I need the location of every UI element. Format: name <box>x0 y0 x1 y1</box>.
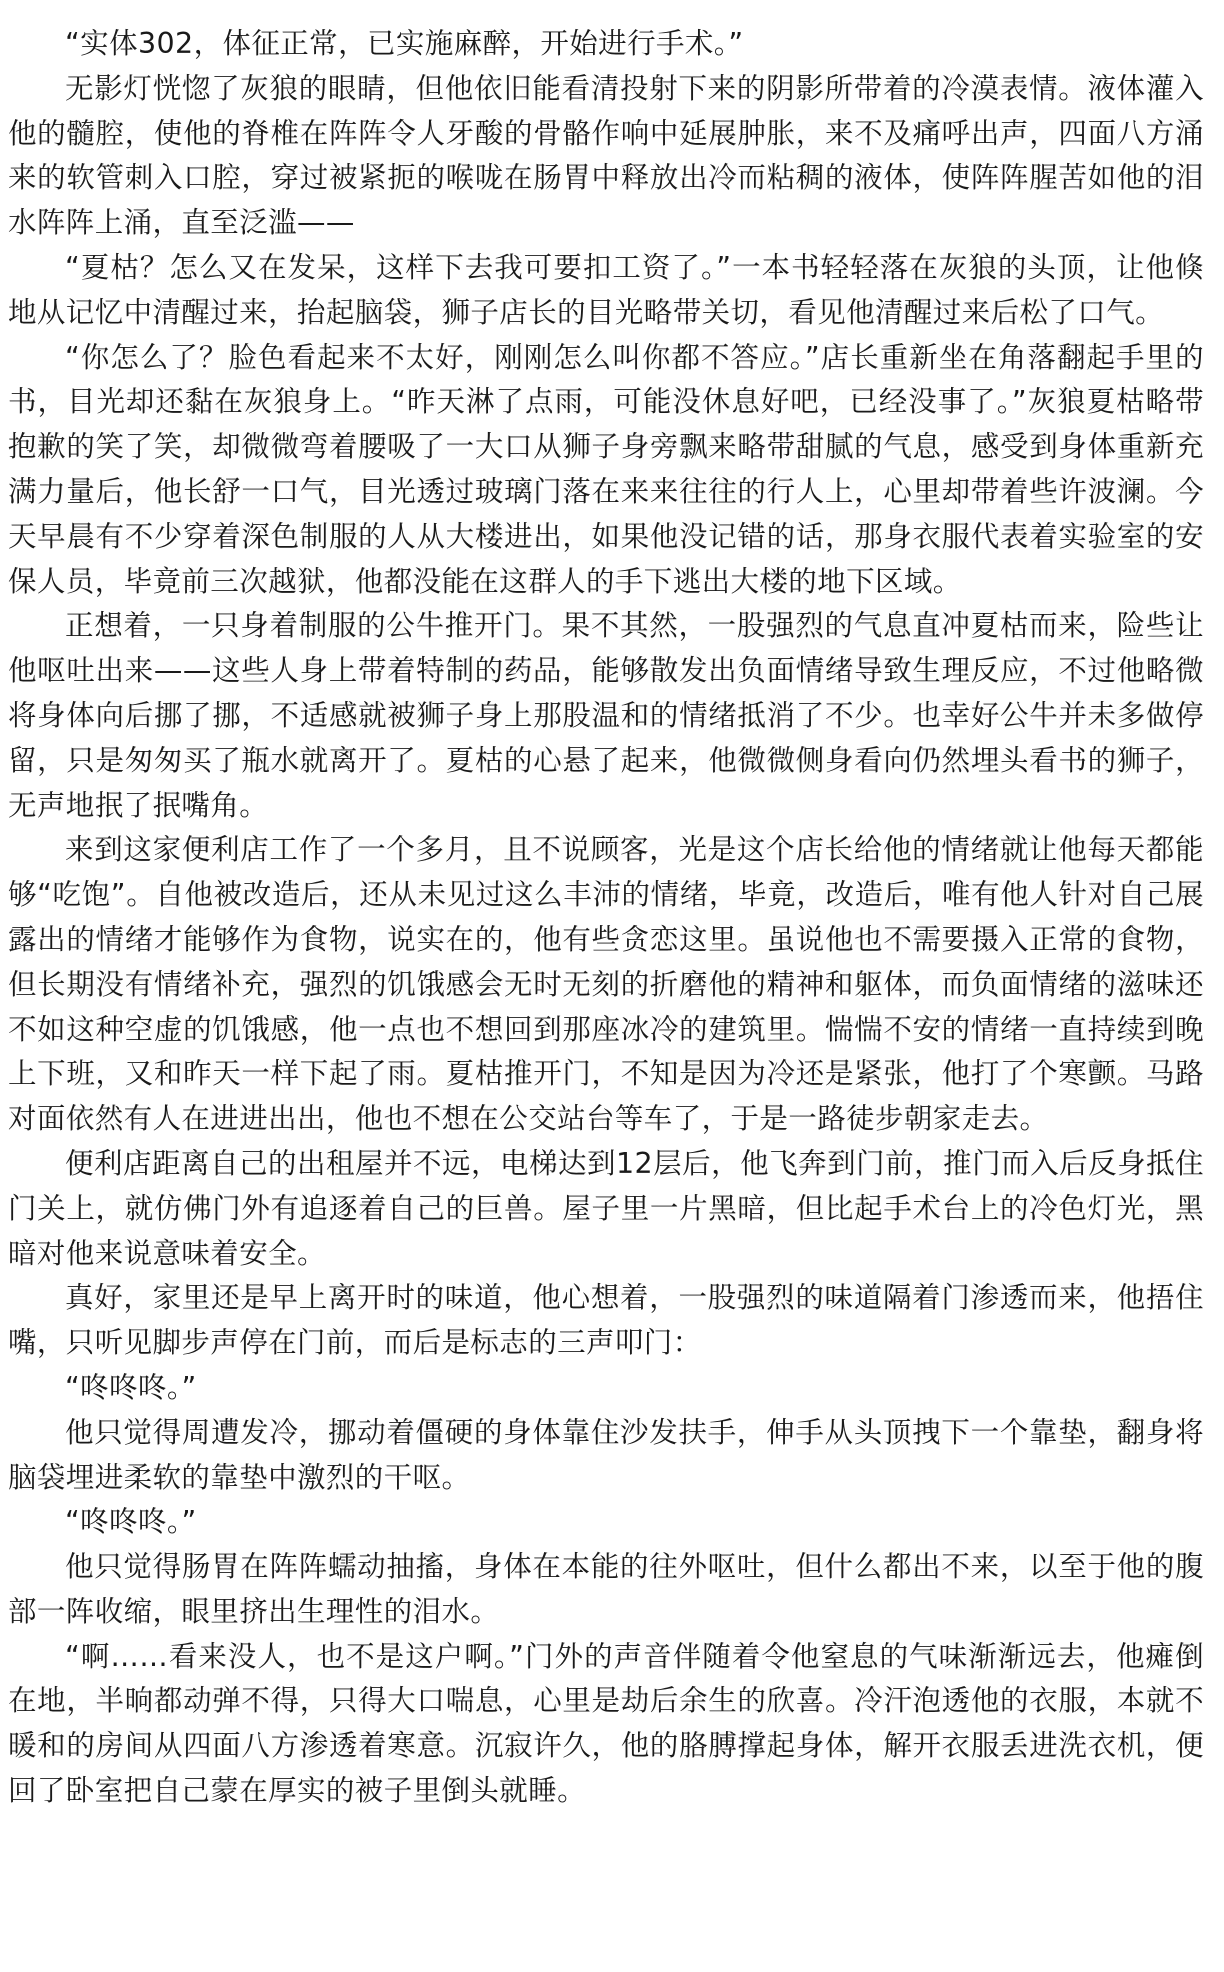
paragraph-5: 正想着，一只身着制服的公牛推开门。果不其然，一股强烈的气息直冲夏枯而来，险些让他呕吐出来——这些人身上带着特制的药品，能够散发出负面情绪导致生理反应，不过他略微将身体向后挪了挪，不适感就被狮子身上那股温和的情绪抵消了不少。也幸好公牛并未多做停留，只是匆匆买了瓶水就离开了。夏枯的心悬了起来，他微微侧身看向仍然埋头看书的狮子，无声地抿了抿嘴角。 <box>8 609 1204 822</box>
paragraph-2: 无影灯恍惚了灰狼的眼睛，但他依旧能看清投射下来的阴影所带着的冷漠表情。液体灌入他的髓腔，使他的脊椎在阵阵令人牙酸的骨骼作响中延展肿胀，来不及痛呼出声，四面八方涌来的软管刺入口腔，穿过被紧扼的喉咙在肠胃中释放出冷而粘稠的液体，使阵阵腥苦如他的泪水阵阵上涌，直至泛滥—— <box>8 71 1204 240</box>
paragraph-1: “实体302，体征正常，已实施麻醉，开始进行手术。” <box>65 27 744 60</box>
paragraph-13: “啊……看来没人，也不是这户啊。”门外的声音伴随着令他窒息的气味渐渐远去，他瘫倒在地，半晌都动弹不得，只得大口喘息，心里是劫后余生的欣喜。冷汗泡透他的衣服，本就不暖和的房间从四面八方渗透着寒意。沉寂许久，他的胳膊撑起身体，解开衣服丢进洗衣机，便回了卧室把自己蒙在厚实的被子里倒头就睡。 <box>8 1639 1204 1808</box>
paragraph-4: “你怎么了？脸色看起来不太好，刚刚怎么叫你都不答应。”店长重新坐在角落翻起手里的书，目光却还黏在灰狼身上。“昨天淋了点雨，可能没休息好吧，已经没事了。”灰狼夏枯略带抱歉的笑了笑，却微微弯着腰吸了一大口从狮子身旁飘来略带甜腻的气息，感受到身体重新充满力量后，他长舒一口气，目光透过玻璃门落在来来往往的行人上，心里却带着些许波澜。今天早晨有不少穿着深色制服的人从大楼进出，如果他没记错的话，那身衣服代表着实验室的安保人员，毕竟前三次越狱，他都没能在这群人的手下逃出大楼的地下区域。 <box>8 340 1204 598</box>
paragraph-6: 来到这家便利店工作了一个多月，且不说顾客，光是这个店长给他的情绪就让他每天都能够“吃饱”。自他被改造后，还从未见过这么丰沛的情绪，毕竟，改造后，唯有他人针对自己展露出的情绪才能够作为食物，说实在的，他有些贪恋这里。虽说他也不需要摄入正常的食物，但长期没有情绪补充，强烈的饥饿感会无时无刻的折磨他的精神和躯体，而负面情绪的滋味还不如这种空虚的饥饿感，他一点也不想回到那座冰冷的建筑里。惴惴不安的情绪一直持续到晚上下班，又和昨天一样下起了雨。夏枯推开门，不知是因为冷还是紧张，他打了个寒颤。马路对面依然有人在进进出出，他也不想在公交站台等车了，于是一路徒步朝家走去。 <box>8 833 1204 1136</box>
paragraph-8: 真好，家里还是早上离开时的味道，他心想着，一股强烈的味道隔着门渗透而来，他捂住嘴，只听见脚步声停在门前，而后是标志的三声叩门： <box>8 1281 1204 1360</box>
paragraph-11: “咚咚咚。” <box>65 1505 197 1539</box>
paragraph-12: 他只觉得肠胃在阵阵蠕动抽搐，身体在本能的往外呕吐，但什么都出不来，以至于他的腹部一阵收缩，眼里挤出生理性的泪水。 <box>8 1550 1204 1628</box>
paragraph-3: “夏枯？怎么又在发呆，这样下去我可要扣工资了。”一本书轻轻落在灰狼的头顶，让他倏地从记忆中清醒过来，抬起脑袋，狮子店长的目光略带关切，看见他清醒过来后松了口气。 <box>8 250 1204 329</box>
paragraph-9: “咚咚咚。” <box>65 1370 197 1404</box>
paragraph-10: 他只觉得周遭发冷，挪动着僵硬的身体靠住沙发扶手，伸手从头顶拽下一个靠垫，翻身将脑袋埋进柔软的靠垫中激烈的干呕。 <box>8 1415 1204 1494</box>
document-body <box>8 22 1204 1814</box>
paragraph-7: 便利店距离自己的出租屋并不远，电梯达到12层后，他飞奔到门前，推门而入后反身抵住门关上，就仿佛门外有追逐着自己的巨兽。屋子里一片黑暗，但比起手术台上的冷色灯光，黑暗对他来说意味着安全。 <box>8 1146 1204 1270</box>
